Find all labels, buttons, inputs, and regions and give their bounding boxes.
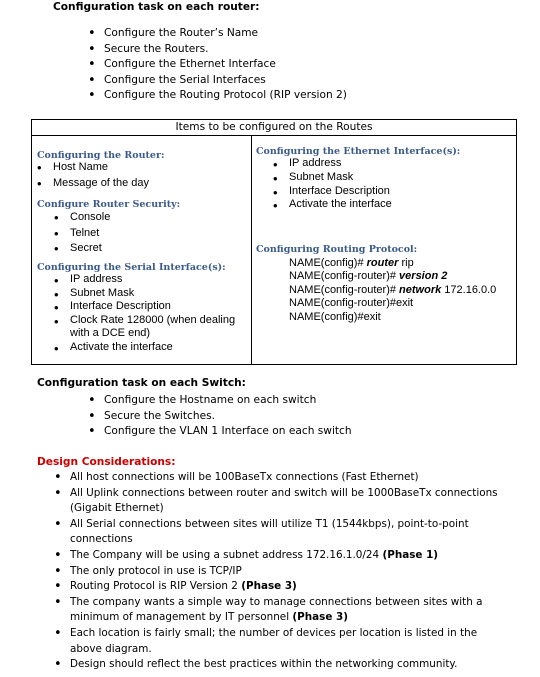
switch-tasks-title: Configuration task on each Switch:	[37, 377, 246, 389]
router-config-title: Configuring the Router:	[37, 150, 165, 161]
command-line: NAME(config-router)# version 2	[289, 270, 448, 283]
list-item: • Design should reflect the best practices within the networking community.	[54, 657, 524, 673]
list-item: • Clock Rate 128000 (when dealing	[54, 314, 235, 328]
list-item: • Interface Description	[273, 185, 392, 199]
router-tasks-list	[88, 26, 347, 104]
list-item: • Message of the day	[37, 176, 149, 192]
list-item: • Telnet	[54, 226, 110, 242]
design-list	[54, 470, 524, 673]
list-item: • Routing Protocol is RIP Version 2 (Phase 3)	[54, 579, 524, 595]
list-item: • Activate the interface	[273, 198, 392, 212]
list-item: • The Company will be using a subnet address 172.16.1.0/24 (Phase 1)	[54, 548, 524, 564]
list-item: • Activate the interface	[54, 341, 235, 355]
list-item: • Configure the Routing Protocol (RIP version 2)	[88, 88, 347, 104]
list-item: • Secure the Routers.	[88, 42, 347, 58]
ethernet-title: Configuring the Ethernet Interface(s):	[256, 146, 461, 157]
command-line: NAME(config)# router rip	[289, 257, 414, 269]
list-item: • Configure the Ethernet Interface	[88, 57, 347, 73]
serial-title: Configuring the Serial Interface(s):	[37, 262, 226, 273]
list-item-continuation: with a DCE end)	[70, 327, 151, 340]
list-item: • Subnet Mask	[54, 287, 235, 301]
table-divider	[251, 135, 252, 364]
command-line: NAME(config-router)#exit	[289, 297, 414, 310]
serial-list	[54, 273, 235, 355]
security-list	[54, 210, 110, 257]
router-config-list	[37, 160, 149, 191]
design-title: Design Considerations:	[37, 456, 176, 468]
list-item: • The only protocol in use is TCP/IP	[54, 564, 524, 580]
list-item: • Configure the Serial Interfaces	[88, 73, 347, 89]
switch-tasks-list	[88, 393, 352, 440]
list-item: • Subnet Mask	[273, 171, 392, 185]
ethernet-list	[273, 157, 392, 212]
routing-title: Configuring Routing Protocol:	[256, 244, 418, 255]
list-item: • Secret	[54, 241, 110, 257]
router-tasks-title: Configuration task on each router:	[53, 1, 260, 13]
routing-commands	[289, 257, 496, 324]
command-line: NAME(config)#exit	[289, 310, 381, 323]
list-item: • All host connections will be 100BaseTx connections (Fast Ethernet)	[54, 470, 524, 486]
table-header: Items to be configured on the Routes	[32, 120, 516, 136]
list-item: • IP address	[54, 273, 235, 287]
list-item: • Secure the Switches.	[88, 409, 352, 425]
list-item: • All Uplink connections between router and switch will be 1000BaseTx connections (Gigabit Ethernet)	[54, 486, 524, 517]
list-item: • The company wants a simple way to manage connections between sites with a minimum of management by IT personnel (Phase 3)	[54, 595, 524, 626]
list-item: • IP address	[273, 157, 392, 171]
list-item: • Each location is fairly small; the number of devices per location is listed in the above diagram.	[54, 626, 524, 657]
list-item: • Interface Description	[54, 300, 235, 314]
list-item: • All Serial connections between sites will utilize T1 (1544kbps), point-to-point connections	[54, 517, 524, 548]
list-item: • Console	[54, 210, 110, 226]
list-item: • Configure the Router’s Name	[88, 26, 347, 42]
list-item: • Configure the VLAN 1 Interface on each switch	[88, 424, 352, 440]
security-title: Configure Router Security:	[37, 199, 181, 210]
list-item: • Configure the Hostname on each switch	[88, 393, 352, 409]
command-line: NAME(config-router)# network 172.16.0.0	[289, 283, 497, 296]
list-item: • Host Name	[37, 160, 149, 176]
